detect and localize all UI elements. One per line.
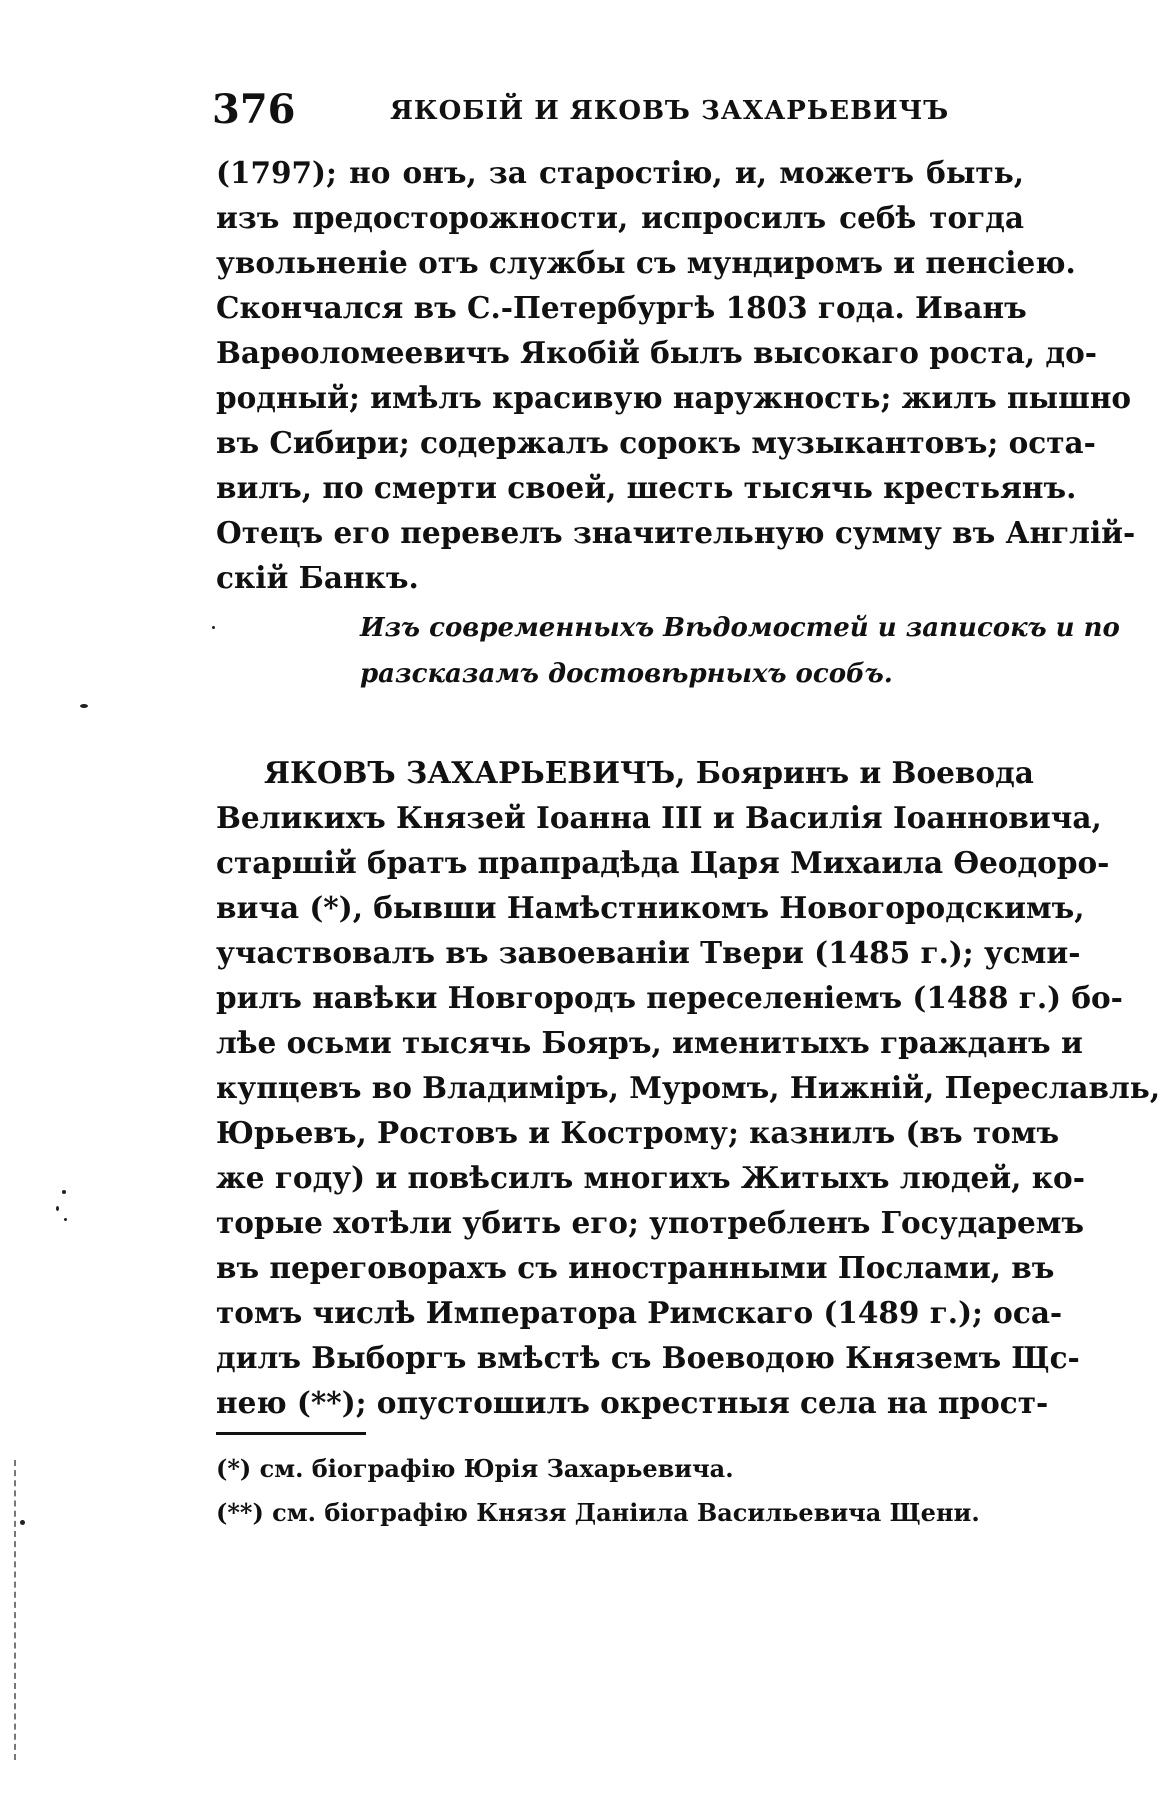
text-line: въ переговорахъ съ иностранными Послами, въ [216, 1250, 1055, 1285]
page-number: 376 [212, 86, 296, 133]
running-head: ЯКОБІЙ И ЯКОВЪ ЗАХАРЬЕВИЧЪ [390, 96, 950, 126]
text-line: торые хотѣли убить его; употребленъ Государемъ [216, 1205, 1085, 1240]
text-line: въ Сибири; содержалъ сорокъ музыкантовъ; оста- [216, 425, 1096, 460]
scan-speck [56, 1206, 59, 1211]
text-line: нею (**); опустошилъ окрестныя села на прост- [216, 1385, 1049, 1420]
text-line: вилъ, по смерти своей, шесть тысячь крестьянъ. [216, 470, 1077, 505]
source-note [360, 605, 1120, 697]
scan-speck [212, 626, 215, 629]
scan-edge-mark [14, 1460, 19, 1760]
text-line: купцевъ во Владиміръ, Муромъ, Нижній, Переславль, [216, 1070, 1160, 1105]
text-line: дилъ Выборгъ вмѣстѣ съ Воеводою Княземъ Щс- [216, 1340, 1080, 1375]
text-line: рилъ навѣки Новгородъ переселеніемъ (1488 г.) бо- [216, 980, 1123, 1015]
text-line: (1797); но онъ, за старостію, и, можетъ быть, [216, 155, 1024, 190]
text-line: родный; имѣлъ красивую наружность; жилъ пышно [216, 380, 1132, 415]
text-line: же году) и повѣсилъ многихъ Житыхъ людей, ко- [216, 1160, 1085, 1195]
paragraph-continued [216, 150, 1136, 600]
paragraph-article [216, 750, 1160, 1425]
text-line: лѣе осьми тысячь Бояръ, именитыхъ гражданъ и [216, 1025, 1083, 1060]
page-header [212, 86, 1032, 136]
text-line: Юрьевъ, Ростовъ и Кострому; казнилъ (въ томъ [216, 1115, 1060, 1150]
text-line: старшій братъ прапрадѣда Царя Михаила Ѳеодоро- [216, 845, 1110, 880]
scan-speck [20, 1520, 25, 1525]
scan-speck [64, 1218, 67, 1221]
footnote-divider [216, 1432, 366, 1435]
text-line: Варѳоломеевичъ Якобій былъ высокаго роста, до- [216, 335, 1098, 370]
footnotes [216, 1447, 980, 1535]
text-line: изъ предосторожности, испросилъ себѣ тогда [216, 200, 1024, 235]
text-line: томъ числѣ Императора Римскаго (1489 г.); оса- [216, 1295, 1063, 1330]
text-line: Скончался въ С.-Петербургѣ 1803 года. Иванъ [216, 290, 1027, 325]
text-line: увольненіе отъ службы съ мундиромъ и пенсіею. [216, 245, 1076, 280]
text-line: вича (*), бывши Намѣстникомъ Новогородскимъ, [216, 890, 1085, 925]
source-note-line: разсказамъ достовѣрныхъ особъ. [360, 659, 893, 689]
footnote: (**) см. біографію Князя Даніила Васильевича Щени. [216, 1498, 980, 1527]
scan-speck [80, 704, 88, 708]
text-line: Отецъ его перевелъ значительную сумму въ Англій- [216, 515, 1136, 550]
text-line: Великихъ Князей Іоанна III и Василія Іоанновича, [216, 800, 1102, 835]
text-line: скій Банкъ. [216, 560, 419, 595]
source-note-line: Изъ современныхъ Вѣдомостей и записокъ и по [360, 613, 1120, 643]
scan-speck [62, 1190, 66, 1194]
footnote: (*) см. біографію Юрія Захарьевича. [216, 1454, 734, 1483]
article-heading-line: ЯКОВЪ ЗАХАРЬЕВИЧЪ, Бояринъ и Воевода [264, 755, 1034, 790]
text-line: участвовалъ въ завоеваніи Твери (1485 г.); усми- [216, 935, 1081, 970]
